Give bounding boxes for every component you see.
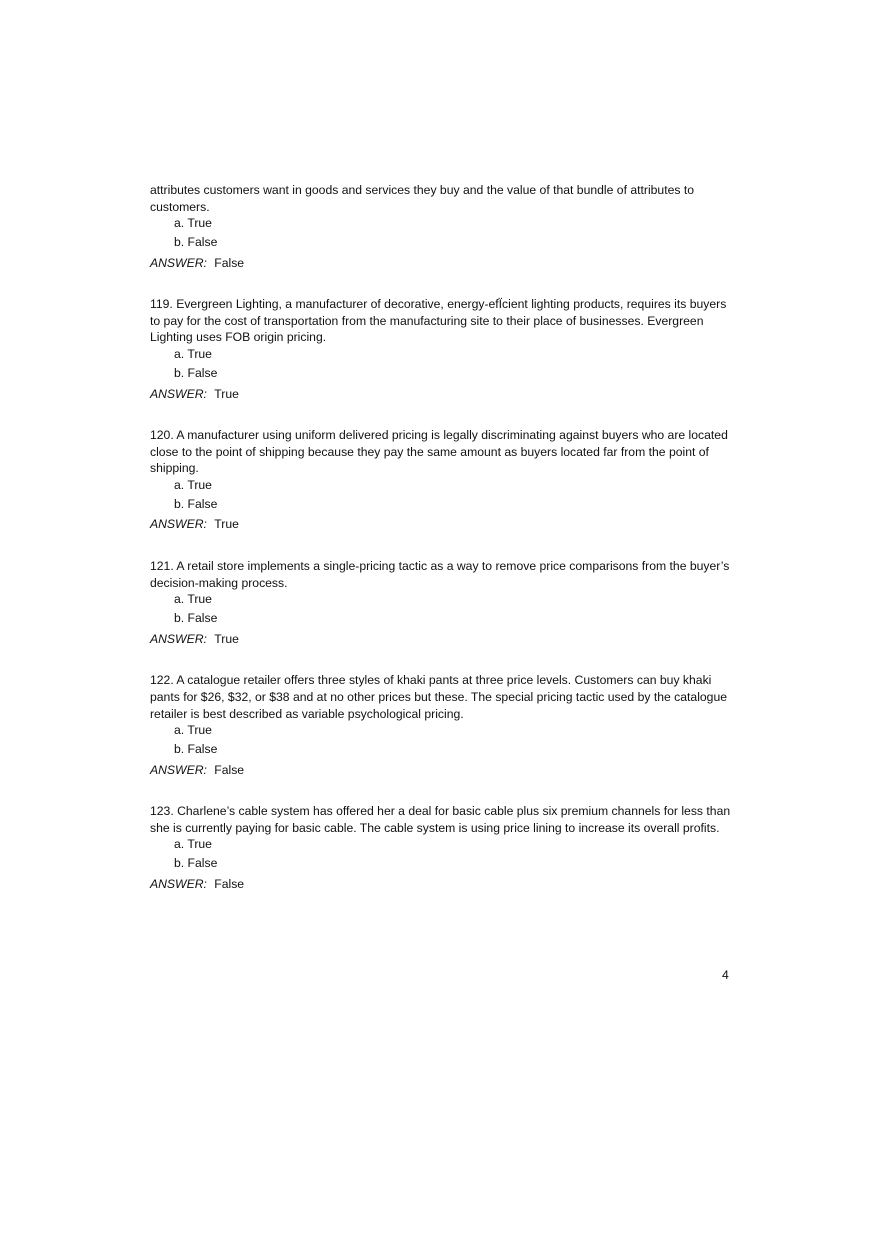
- answer-label: ANSWER:: [150, 876, 207, 891]
- question-text: 119. Evergreen Lighting, a manufacturer of decorative, energy-efÏcient lighting products, requires its buyers to pay for the cost of transportation from the manufacturing site to their place of businesses. Evergreen Lighting uses FOB origin pricing.: [150, 297, 727, 345]
- answer-line: [150, 386, 734, 403]
- answer-value: False: [214, 762, 245, 777]
- option-true: a. True: [174, 477, 212, 492]
- answer-line: [150, 516, 734, 533]
- option-false: b. False: [174, 235, 218, 250]
- option-true: a. True: [174, 592, 212, 607]
- option-true: a. True: [174, 723, 212, 738]
- answer-line: [150, 631, 734, 648]
- option-true: a. True: [174, 347, 212, 362]
- question-text: 122. A catalogue retailer offers three styles of khaki pants at three price levels. Customers can buy khaki pants for $26, $32, or $38 and at no other prices but these. The special pricing tactic used by the catalogue retailer is best described as variable psychological pricing.: [150, 673, 728, 721]
- page-number: 4: [722, 968, 729, 982]
- option-false: b. False: [174, 611, 218, 626]
- question-text: 120. A manufacturer using uniform delivered pricing is legally discriminating against buyers who are located close to the point of shipping because they pay the same amount as buyers located far from the point of shipping.: [150, 428, 728, 476]
- option-false: b. False: [174, 366, 218, 381]
- answer-value: True: [214, 386, 239, 401]
- question-text: attributes customers want in goods and services they buy and the value of that bundle of attributes to customers.: [150, 183, 695, 214]
- answer-line: [150, 876, 734, 893]
- question-list: [150, 182, 734, 917]
- question-121: [150, 558, 734, 647]
- question-122: [150, 672, 734, 778]
- question-123: [150, 803, 734, 892]
- option-false: b. False: [174, 742, 218, 757]
- option-true: a. True: [174, 216, 212, 231]
- question-text: 123. Charlene’s cable system has offered her a deal for basic cable plus six premium channels for less than she is currently paying for basic cable. The cable system is using price lining to increase its overall profits.: [150, 804, 731, 835]
- option-false: b. False: [174, 856, 218, 871]
- question-text: 121. A retail store implements a single-pricing tactic as a way to remove price comparisons from the buyer’s decision-making process.: [150, 559, 730, 590]
- answer-label: ANSWER:: [150, 386, 207, 401]
- answer-label: ANSWER:: [150, 517, 207, 532]
- answer-line: [150, 762, 734, 779]
- question-119: [150, 296, 734, 402]
- answer-label: ANSWER:: [150, 255, 207, 270]
- option-true: a. True: [174, 837, 212, 852]
- answer-line: [150, 255, 734, 272]
- question-continuation: [150, 182, 734, 271]
- answer-label: ANSWER:: [150, 631, 207, 646]
- option-false: b. False: [174, 496, 218, 511]
- answer-value: True: [214, 631, 239, 646]
- answer-value: True: [214, 517, 239, 532]
- answer-value: False: [214, 255, 245, 270]
- answer-value: False: [214, 876, 245, 891]
- question-120: [150, 427, 734, 533]
- answer-label: ANSWER:: [150, 762, 207, 777]
